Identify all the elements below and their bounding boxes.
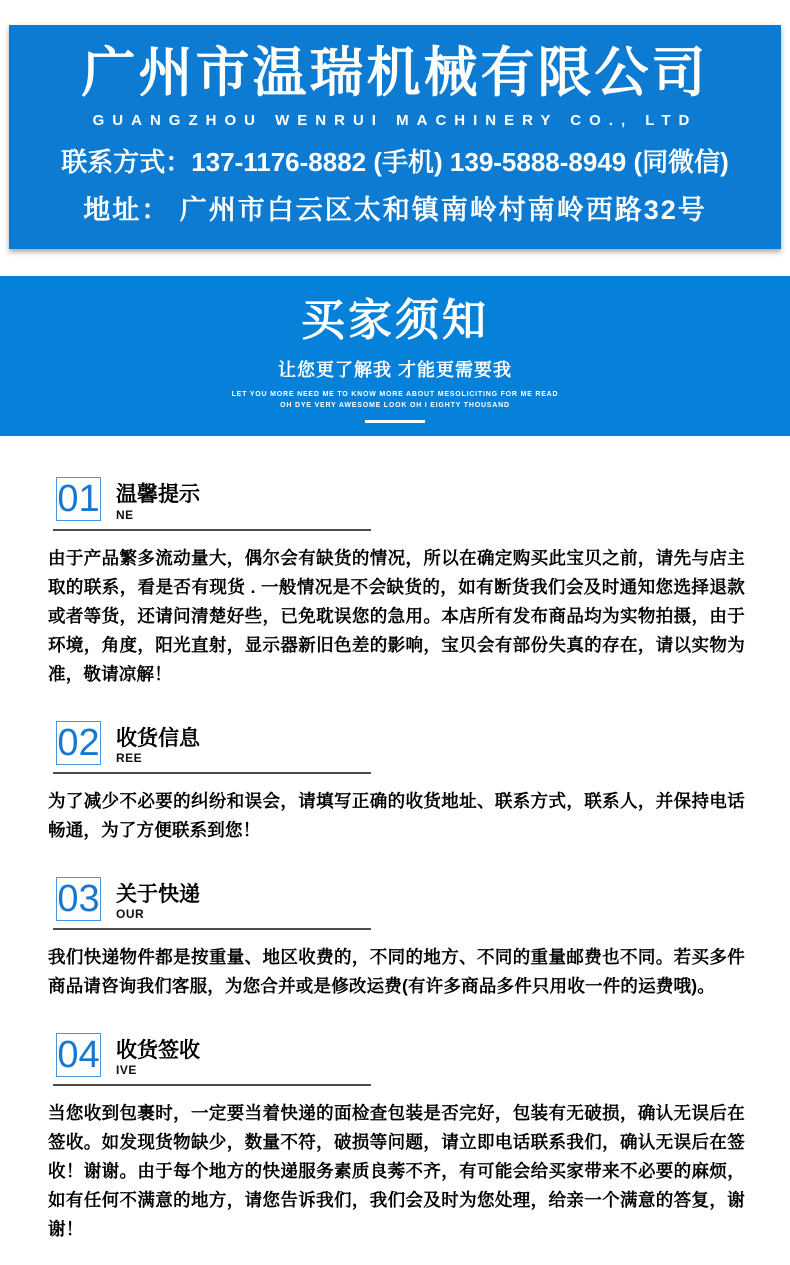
notice-subtitle: 让您更了解我 才能更需要我 bbox=[278, 360, 512, 381]
buyer-notice-banner bbox=[0, 276, 790, 436]
section-delivery-info bbox=[48, 721, 745, 845]
section-header bbox=[56, 477, 745, 521]
section-rule bbox=[53, 529, 371, 531]
company-address: 地址： 广州市白云区太和镇南岭村南岭西路32号 bbox=[83, 195, 707, 226]
contact-phone-line: 联系方式：137-1176-8882 (手机) 139-5888-8949 (同微信) bbox=[61, 147, 729, 178]
section-titles bbox=[116, 1033, 200, 1077]
section-titles bbox=[116, 477, 200, 521]
section-body-text: 由于产品繁多流动量大，偶尔会有缺货的情况，所以在确定购买此宝贝之前，请先与店主取的联系，看是否有现货 . 一般情况是不会缺货的，如有断货我们会及时通知您选择退款或者等货，还请问清楚好些，已免耽误您的急用。本店所有发布商品均为实物拍摄，由于环境，角度，阳光直射，显示器新旧色差的影响，宝贝会有部份失真的存在，请以实物为准，敬请凉解！ bbox=[48, 547, 745, 684]
section-titles bbox=[116, 721, 200, 765]
section-subtitle: IVE bbox=[116, 1063, 137, 1078]
section-title: 关于快递 bbox=[116, 882, 200, 906]
section-header bbox=[56, 1033, 745, 1077]
section-rule bbox=[53, 772, 371, 774]
section-warm-tips bbox=[48, 477, 745, 688]
company-name: 广州市温瑞机械有限公司 bbox=[81, 43, 709, 103]
section-about-express bbox=[48, 877, 745, 1001]
section-body-text: 为了减少不必要的纠纷和误会，请填写正确的收货地址、联系方式，联系人，并保持电话畅通，为了方便联系到您！ bbox=[48, 790, 745, 840]
section-subtitle: OUR bbox=[116, 907, 145, 922]
section-header bbox=[56, 877, 745, 921]
section-body-text: 当您收到包裹时，一定要当着快递的面检查包装是否完好，包装有无破损，确认无误后在签收。如发现货物缺少，数量不符，破损等问题，请立即电话联系我们，确认无误后在签收！谢谢。由于每个地方的快递服务素质良莠不齐，有可能会给买家带来不必要的麻烦，如有任何不满意的地方，请您告诉我们，我们会及时为您处理，给亲一个满意的答复，谢谢！ bbox=[48, 1103, 745, 1240]
section-subtitle: NE bbox=[116, 507, 134, 522]
section-number-badge: 04 bbox=[57, 1034, 100, 1077]
company-banner bbox=[9, 25, 781, 249]
section-rule bbox=[53, 928, 371, 930]
notice-title: 买家须知 bbox=[301, 296, 489, 346]
notice-subtitle-english-line1: LET YOU MORE NEED ME TO KNOW MORE ABOUT MESOLICITING FOR ME READ bbox=[231, 391, 559, 399]
company-name-english: GUANGZHOU WENRUI MACHINERY CO., LTD bbox=[92, 112, 698, 130]
section-header bbox=[56, 721, 745, 765]
section-number-badge: 01 bbox=[57, 478, 100, 521]
section-subtitle: REE bbox=[116, 750, 143, 765]
section-number-badge: 02 bbox=[57, 721, 100, 764]
section-title: 温馨提示 bbox=[116, 483, 200, 507]
section-titles bbox=[116, 877, 200, 921]
divider-bar bbox=[365, 420, 425, 423]
section-rule bbox=[53, 1084, 371, 1086]
section-title: 收货签收 bbox=[116, 1039, 200, 1063]
section-body-text: 我们快递物件都是按重量、地区收费的，不同的地方、不同的重量邮费也不同。若买多件商品请咨询我们客服，为您合并或是修改运费(有许多商品多件只用收一件的运费哦)。 bbox=[48, 947, 745, 997]
section-title: 收货信息 bbox=[116, 726, 200, 750]
notice-subtitle-english-line2: OH DYE VERY AWESOME LOOK OH I EIGHTY THOUSAND bbox=[280, 402, 510, 410]
section-number-badge: 03 bbox=[57, 877, 100, 920]
notice-subtitle-english bbox=[0, 389, 790, 411]
notice-sections bbox=[0, 477, 790, 1264]
section-sign-receipt bbox=[48, 1033, 745, 1244]
